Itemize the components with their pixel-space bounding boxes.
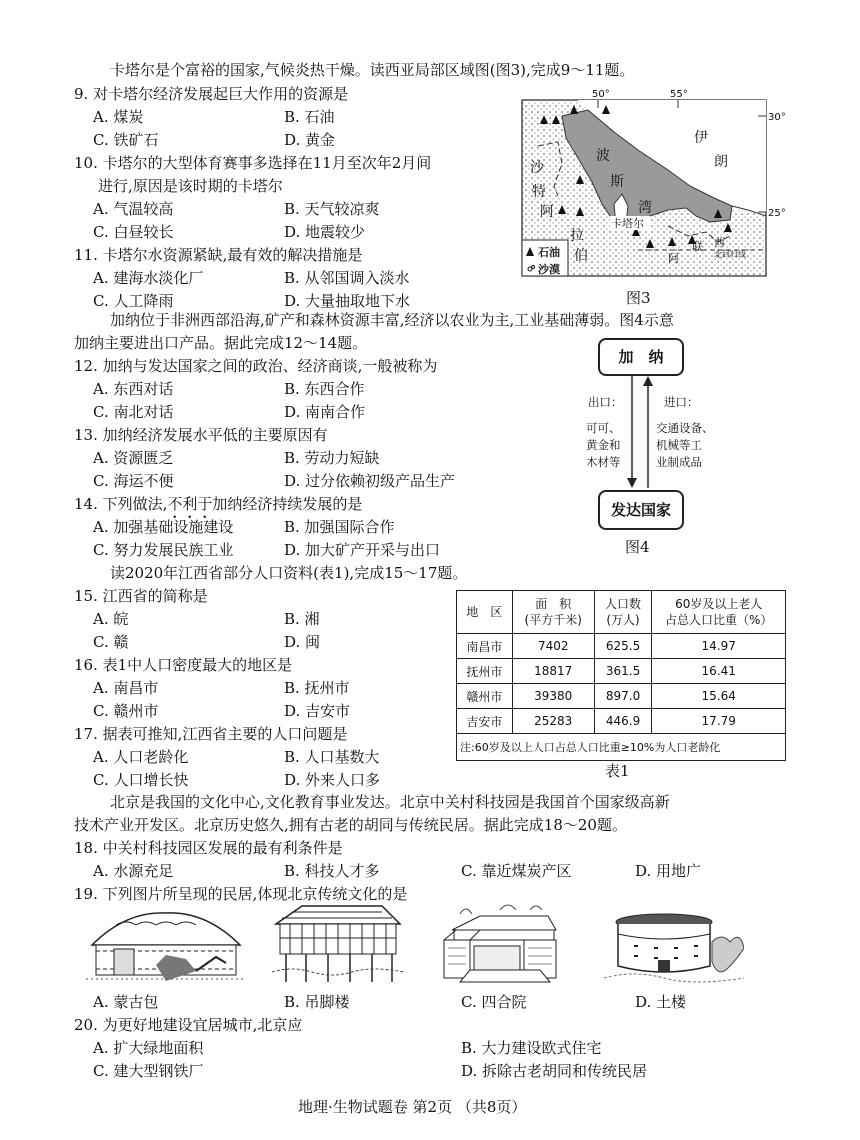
- label-wan: 湾: [638, 200, 652, 216]
- table-row: [457, 634, 786, 659]
- q10-stem-line1: 10. 卡塔尔的大型体育赛事多选择在11月至次年2月间: [74, 154, 432, 172]
- q13-option-b[interactable]: B. 劳动力短缺: [284, 449, 380, 467]
- q14-option-b[interactable]: B. 加强国际合作: [284, 518, 395, 536]
- table-cell: 抚州市: [457, 659, 513, 684]
- q9-option-a[interactable]: A. 煤炭: [93, 108, 144, 126]
- q18-option-a[interactable]: A. 水源充足: [93, 862, 174, 880]
- stilt-house-picture[interactable]: [272, 902, 404, 986]
- siheyuan-picture[interactable]: [440, 900, 560, 988]
- q15-stem: 15. 江西省的简称是: [74, 587, 208, 605]
- label-qiu: 酋: [714, 236, 725, 249]
- q18-stem: 18. 中关村科技园区发展的最有利条件是: [74, 839, 343, 857]
- ghana-box: 加 纳: [598, 338, 684, 376]
- q19-option-a[interactable]: A. 蒙古包: [93, 993, 159, 1011]
- q10-option-b[interactable]: B. 天气较凉爽: [284, 200, 380, 218]
- table-header-elderly: 60岁及以上老人 占总人口比重（%）: [652, 591, 786, 634]
- lat-25-label: 25°: [768, 208, 786, 219]
- export-title: 出口：: [588, 395, 623, 409]
- table-cell: 吉安市: [457, 709, 513, 734]
- q11-option-b[interactable]: B. 从邻国调入淡水: [284, 269, 410, 287]
- q20-stem: 20. 为更好地建设宜居城市,北京应: [74, 1016, 303, 1034]
- q19-stem: 19. 下列图片所呈现的民居,体现北京传统文化的是: [74, 885, 408, 903]
- q19-option-c[interactable]: C. 四合院: [461, 993, 527, 1011]
- q17-option-c[interactable]: C. 人口增长快: [93, 771, 189, 789]
- q16-option-a[interactable]: A. 南昌市: [93, 679, 159, 697]
- table-cell: 14.97: [652, 634, 786, 659]
- q20-option-a[interactable]: A. 扩大绿地面积: [93, 1039, 204, 1057]
- q14-option-d[interactable]: D. 加大矿产开采与出口: [284, 541, 441, 559]
- table-cell: 897.0: [594, 684, 652, 709]
- q10-option-d[interactable]: D. 地震较少: [284, 223, 366, 241]
- table-cell: 赣州市: [457, 684, 513, 709]
- q14-option-a[interactable]: A. 加强基础设施建设: [93, 518, 234, 536]
- label-qatar: 卡塔尔: [611, 217, 644, 230]
- table-cell: 39380: [512, 684, 594, 709]
- q17-option-d[interactable]: D. 外来人口多: [284, 771, 381, 789]
- q15-option-c[interactable]: C. 赣: [93, 633, 129, 651]
- table-header-area: 面 积 (平方千米): [512, 591, 594, 634]
- q13-option-d[interactable]: D. 过分依赖初级产品生产: [284, 472, 456, 490]
- label-sha: 沙: [530, 160, 544, 176]
- q18-option-c[interactable]: C. 靠近煤炭产区: [461, 862, 572, 880]
- q9-option-d[interactable]: D. 黄金: [284, 131, 336, 149]
- table-cell: 16.41: [652, 659, 786, 684]
- legend-desert: 沙漠: [538, 263, 560, 276]
- export-item-2: 黄金和: [586, 438, 621, 452]
- intro-ghana-line2: 加纳主要进出口产品。据此完成12～14题。: [74, 334, 368, 352]
- table-cell: 361.5: [594, 659, 652, 684]
- q15-option-b[interactable]: B. 湘: [284, 610, 320, 628]
- label-te: 特: [532, 184, 546, 200]
- q15-option-d[interactable]: D. 闽: [284, 633, 321, 651]
- intro-qatar: 卡塔尔是个富裕的国家,气候炎热干燥。读西亚局部区域图(图3),完成9～11题。: [110, 61, 635, 79]
- q11-option-a[interactable]: A. 建海水淡化厂: [93, 269, 204, 287]
- q11-option-c[interactable]: C. 人工降雨: [93, 292, 174, 310]
- q20-option-c[interactable]: C. 建大型钢铁厂: [93, 1062, 204, 1080]
- q12-option-a[interactable]: A. 东西对话: [93, 380, 174, 398]
- q18-option-b[interactable]: B. 科技人才多: [284, 862, 380, 880]
- lat-30-label: 30°: [768, 112, 786, 123]
- q16-stem: 16. 表1中人口密度最大的地区是: [74, 656, 293, 674]
- q11-option-d[interactable]: D. 大量抽取地下水: [284, 292, 411, 310]
- table-cell: 446.9: [594, 709, 652, 734]
- q10-option-c[interactable]: C. 白昼较长: [93, 223, 174, 241]
- q9-stem: 9. 对卡塔尔经济发展起巨大作用的资源是: [74, 85, 349, 103]
- population-table: [456, 590, 786, 761]
- developed-countries-box: 发达国家: [598, 490, 684, 530]
- trade-arrows: [620, 374, 660, 490]
- q10-stem-line2: 进行,原因是该时期的卡塔尔: [98, 177, 283, 195]
- label-tropic: 北回归线: [714, 250, 746, 259]
- table-row: [457, 709, 786, 734]
- label-yi: 伊: [694, 130, 708, 146]
- q13-stem: 13. 加纳经济发展水平低的主要原因有: [74, 426, 328, 444]
- q12-option-d[interactable]: D. 南南合作: [284, 403, 366, 421]
- label-bo2: 伯: [574, 248, 588, 264]
- table-cell: 18817: [512, 659, 594, 684]
- label-lang: 朗: [714, 154, 728, 170]
- q16-option-b[interactable]: B. 抚州市: [284, 679, 350, 697]
- table-note: 注:60岁及以上人口占总人口比重≥10%为人口老龄化: [457, 734, 786, 761]
- q16-option-c[interactable]: C. 赣州市: [93, 702, 159, 720]
- q16-option-d[interactable]: D. 吉安市: [284, 702, 351, 720]
- export-item-3: 木材等: [586, 455, 621, 469]
- q20-option-b[interactable]: B. 大力建设欧式住宅: [461, 1039, 602, 1057]
- q20-option-d[interactable]: D. 拆除古老胡同和传统民居: [461, 1062, 648, 1080]
- q14-option-c[interactable]: C. 努力发展民族工业: [93, 541, 234, 559]
- table-cell: 15.64: [652, 684, 786, 709]
- q13-option-c[interactable]: C. 海运不便: [93, 472, 174, 490]
- intro-ghana-line1: 加纳位于非洲西部沿海,矿产和森林资源丰富,经济以农业为主,工业基础薄弱。图4示意: [110, 311, 674, 329]
- q12-option-b[interactable]: B. 东西合作: [284, 380, 365, 398]
- label-bo: 波: [596, 148, 610, 164]
- q9-option-c[interactable]: C. 铁矿石: [93, 131, 159, 149]
- table-cell: 25283: [512, 709, 594, 734]
- yurt-picture[interactable]: [86, 905, 246, 985]
- page-footer: 地理·生物试题卷 第2页 （共8页）: [298, 1098, 527, 1116]
- legend-oil: 石油: [538, 246, 560, 259]
- export-item-1: 可可、: [586, 421, 621, 435]
- tulou-picture[interactable]: [604, 906, 744, 986]
- q19-option-d[interactable]: D. 土楼: [635, 993, 687, 1011]
- q12-option-c[interactable]: C. 南北对话: [93, 403, 174, 421]
- q13-option-a[interactable]: A. 资源匮乏: [93, 449, 174, 467]
- figure3-caption: 图3: [626, 289, 651, 307]
- q17-stem: 17. 据表可推知,江西省主要的人口问题是: [74, 725, 348, 743]
- q18-option-d[interactable]: D. 用地广: [635, 862, 702, 880]
- table-header-population: 人口数 (万人): [594, 591, 652, 634]
- import-item-3: 业制成品: [656, 455, 702, 469]
- q19-option-b[interactable]: B. 吊脚楼: [284, 993, 350, 1011]
- label-si: 斯: [610, 174, 624, 190]
- table-cell: 625.5: [594, 634, 652, 659]
- intro-jiangxi: 读2020年江西省部分人口资料(表1),完成15～17题。: [110, 564, 468, 582]
- table-row: [457, 684, 786, 709]
- q12-stem: 12. 加纳与发达国家之间的政治、经济商谈,一般被称为: [74, 357, 438, 375]
- table-header-region: 地 区: [457, 591, 513, 634]
- lon-50-label: 50°: [592, 89, 610, 100]
- label-a2: 阿: [668, 252, 679, 265]
- import-item-2: 机械等工: [656, 438, 702, 452]
- table-cell: 7402: [512, 634, 594, 659]
- table-row: [457, 659, 786, 684]
- q10-option-a[interactable]: A. 气温较高: [93, 200, 174, 218]
- table1-caption: 表1: [605, 762, 630, 780]
- import-item-1: 交通设备、: [656, 421, 714, 435]
- figure4-caption: 图4: [625, 538, 650, 556]
- q11-stem: 11. 卡塔尔水资源紧缺,最有效的解决措施是: [74, 246, 363, 264]
- q14-stem: 14. 下列做法,不利于加纳经济持续发展的是: [74, 495, 363, 513]
- q17-option-a[interactable]: A. 人口老龄化: [93, 748, 189, 766]
- q9-option-b[interactable]: B. 石油: [284, 108, 335, 126]
- q14-emphasis: 不利于: [167, 495, 213, 513]
- west-asia-map: [518, 86, 788, 282]
- q15-option-a[interactable]: A. 皖: [93, 610, 129, 628]
- label-la: 拉: [570, 228, 584, 244]
- intro-beijing-line2: 技术产业开发区。北京历史悠久,拥有古老的胡同与传统民居。据此完成18～20题。: [74, 816, 627, 834]
- intro-beijing-line1: 北京是我国的文化中心,文化教育事业发达。北京中关村科技园是我国首个国家级高新: [110, 793, 670, 811]
- table-cell: 南昌市: [457, 634, 513, 659]
- table-cell: 17.79: [652, 709, 786, 734]
- label-a: 阿: [540, 204, 554, 220]
- label-lian: 联: [692, 240, 703, 253]
- q17-option-b[interactable]: B. 人口基数大: [284, 748, 380, 766]
- lon-55-label: 55°: [670, 89, 688, 100]
- import-title: 进口：: [664, 395, 699, 409]
